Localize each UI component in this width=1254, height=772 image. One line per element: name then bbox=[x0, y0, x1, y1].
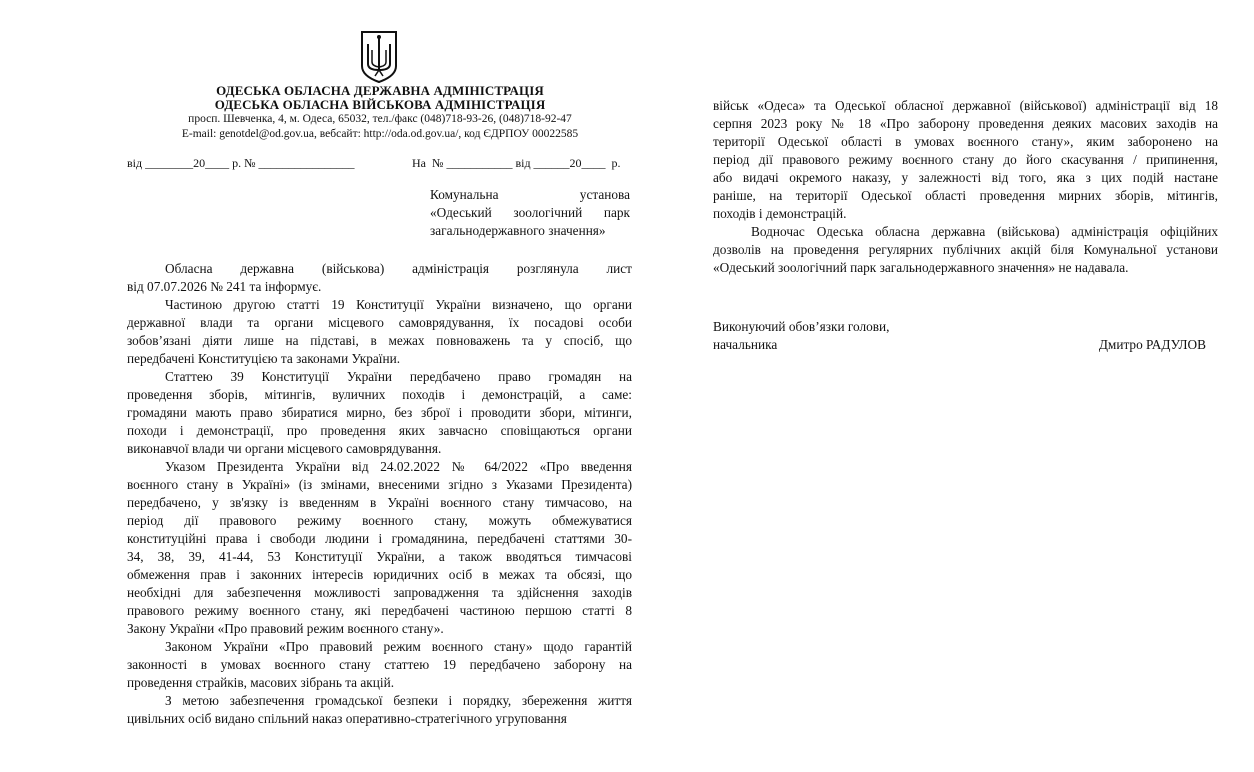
incoming-ref: На № ___________ від ______20____ р. bbox=[412, 156, 621, 170]
text-line: серпня 2023 року № 18 «Про заборону проведення деяких масових заходів на bbox=[713, 116, 1218, 131]
text-line: громадяни мають право збиратися мирно, без зброї і проводити збори, мітинги, bbox=[127, 405, 632, 420]
paragraph bbox=[127, 692, 632, 728]
body-column-left bbox=[127, 260, 632, 728]
recipient-line: «Одеський зоологічний парк bbox=[430, 205, 630, 220]
text-line: дозволів на проведення регулярних публічних акцій біля Комунальної установи bbox=[713, 242, 1218, 257]
text-line: або видачі окремого наказу, у залежності від того, яка з цих подій настане bbox=[713, 170, 1218, 185]
paragraph bbox=[713, 223, 1218, 277]
text-line: Законом України «Про правовий режим воєнного стану» щодо гарантій bbox=[165, 639, 632, 654]
paragraph bbox=[127, 458, 632, 638]
letterhead bbox=[125, 84, 635, 142]
paragraph bbox=[713, 97, 1218, 223]
text-line: 34, 38, 39, 41-44, 53 Конституції України, а також вводяться тимчасові bbox=[127, 549, 632, 564]
outgoing-ref: від ________20____ р. № ________________ bbox=[127, 156, 355, 170]
text-line: від 07.07.2026 № 241 та інформує. bbox=[127, 279, 322, 294]
text-line: Статтею 39 Конституції України передбачено право громадян на bbox=[165, 369, 632, 384]
body-column-right bbox=[713, 97, 1218, 277]
text-line: Закону України «Про правовий режим воєнного стану». bbox=[127, 621, 444, 636]
org-address: просп. Шевченка, 4, м. Одеса, 65032, тел./факс (048)718-93-26, (048)718-92-47 bbox=[188, 113, 572, 125]
org-name-1: ОДЕСЬКА ОБЛАСНА ДЕРЖАВНА АДМІНІСТРАЦІЯ bbox=[216, 83, 544, 98]
text-line: Указом Президента України від 24.02.2022 № 64/2022 «Про введення bbox=[165, 459, 632, 474]
text-line: «Одеський зоологічний парк загальнодержавного значення» не надавала. bbox=[713, 260, 1129, 275]
coat-of-arms-icon bbox=[360, 30, 398, 84]
paragraph bbox=[127, 296, 632, 368]
org-contacts: E-mail: genotdel@od.gov.ua, вебсайт: http://oda.od.gov.ua/, код ЄДРПОУ 00022585 bbox=[181, 128, 579, 140]
recipient-block bbox=[430, 186, 630, 240]
org-name-2: ОДЕСЬКА ОБЛАСНА ВІЙСЬКОВА АДМІНІСТРАЦІЯ bbox=[214, 97, 546, 112]
paragraph bbox=[127, 368, 632, 458]
text-line: конституційні права і свободи людини і громадянина, передбачені статтями 30- bbox=[127, 531, 632, 546]
text-line: правового режиму воєнного стану, які передбачені частиною першою статті 8 bbox=[127, 603, 632, 618]
text-line: Обласна державна (військова) адміністрація розглянула лист bbox=[165, 261, 632, 276]
signatory-title-2: начальника bbox=[713, 337, 778, 352]
signatory-name: Дмитро РАДУЛОВ bbox=[1098, 337, 1206, 352]
recipient-line: Комунальна установа bbox=[430, 187, 630, 202]
paragraph bbox=[127, 638, 632, 692]
text-line: зобов’язані діяти лише на підставі, в межах повноважень та у спосіб, що bbox=[127, 333, 632, 348]
text-line: передбачено, у зв'язку із введенням в Україні воєнного стану тимчасово, на bbox=[127, 495, 632, 510]
text-line: виконавчої влади чи органи місцевого самоврядування. bbox=[127, 441, 442, 456]
text-line: воєнного стану в Україні» (із змінами, внесеними згідно з Указами Президента) bbox=[127, 477, 632, 492]
recipient-line: загальнодержавного значення» bbox=[430, 223, 606, 238]
text-line: території Одеської області в умовах воєнного стану», яким заборонено на bbox=[713, 134, 1218, 149]
text-line: проведення зборів, мітингів, вуличних походів і демонстрацій, а саме: bbox=[127, 387, 632, 402]
text-line: походів і демонстрацій. bbox=[713, 206, 847, 221]
signature-block bbox=[713, 318, 1218, 354]
text-line: Водночас Одеська обласна державна (військова) адміністрація офіційних bbox=[751, 224, 1218, 239]
text-line: період дії правового режиму воєнного стану до його скасування / припинення, bbox=[713, 152, 1218, 167]
text-line: походи і демонстрації, про проведення яких завчасно сповіщаються органи bbox=[127, 423, 632, 438]
text-line: З метою забезпечення громадської безпеки і порядку, збереження життя bbox=[165, 693, 632, 708]
text-line: раніше, на території Одеської області проведення мирних зборів, мітингів, bbox=[713, 188, 1218, 203]
text-line: цивільних осіб видано спільний наказ оперативно-стратегічного угруповання bbox=[127, 711, 567, 726]
text-line: обмеження прав і законних інтересів юридичних осіб в межах та обсязі, що bbox=[127, 567, 632, 582]
text-line: період дії правового режиму воєнного стану, можуть обмежуватися bbox=[127, 513, 632, 528]
text-line: Частиною другою статті 19 Конституції України визначено, що органи bbox=[165, 297, 632, 312]
paragraph bbox=[127, 260, 632, 296]
text-line: необхідні для забезпечення можливості запровадження та здійснення заходів bbox=[127, 585, 632, 600]
text-line: державної влади та органи місцевого самоврядування, їх посадові особи bbox=[127, 315, 632, 330]
signatory-title: Виконуючий обов’язки голови, bbox=[713, 319, 890, 334]
text-line: військ «Одеса» та Одеської обласної державної (військової) адміністрації від 18 bbox=[713, 98, 1218, 113]
text-line: законності в умовах воєнного стану статтею 19 передбачено заборону на bbox=[127, 657, 632, 672]
text-line: проведення страйків, масових зібрань та акцій. bbox=[127, 675, 395, 690]
text-line: передбачені Конституцією та законами України. bbox=[127, 351, 401, 366]
